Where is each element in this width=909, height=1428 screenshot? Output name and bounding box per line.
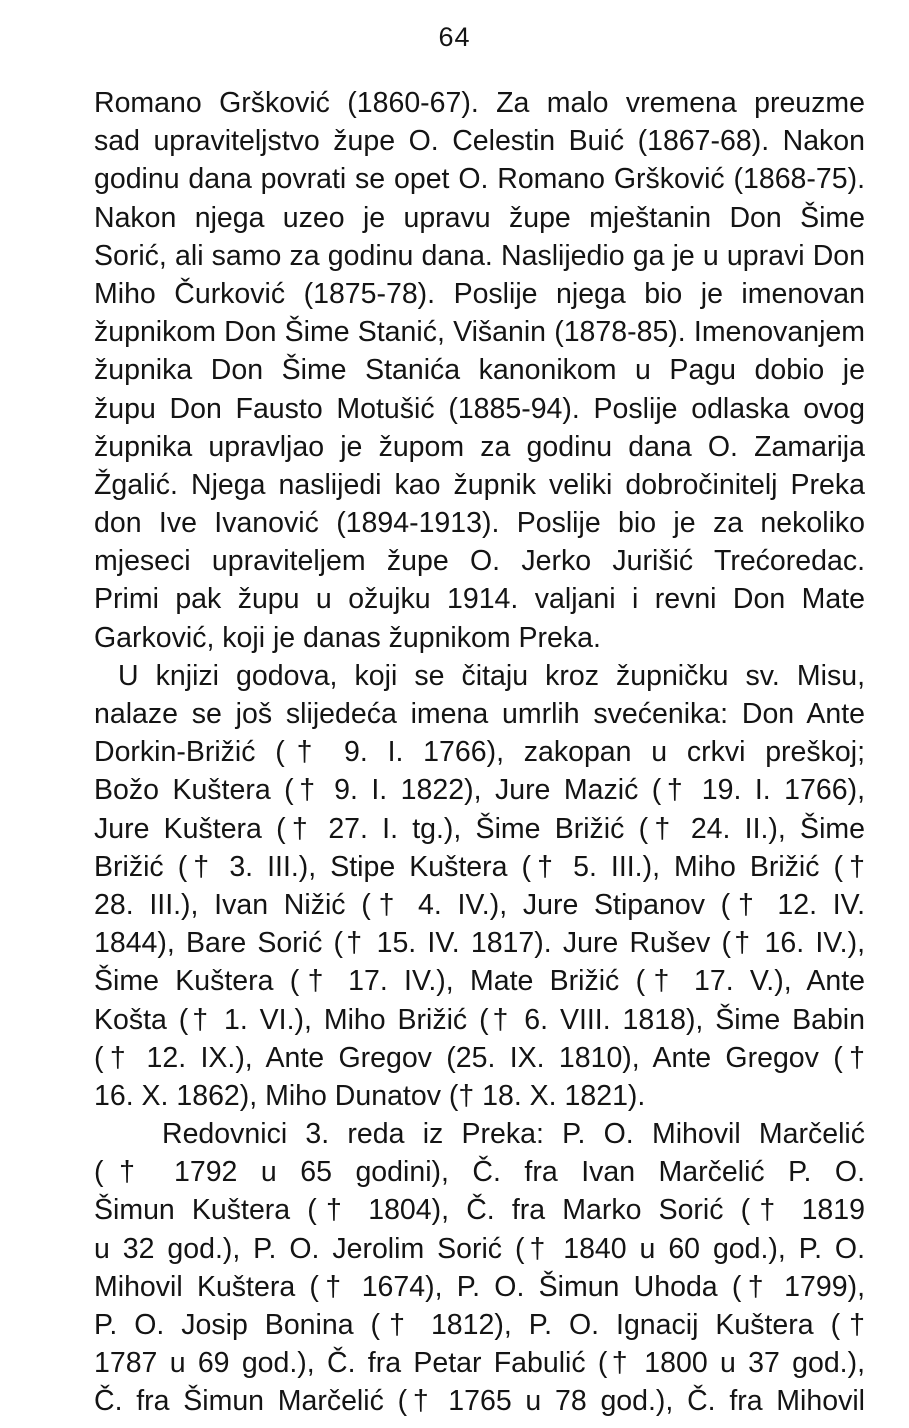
text-line: 1844), Bare Sorić († 15. IV. 1817). Jure Rušev († 16. IV.), (94, 927, 865, 960)
text-line: Miho Čurković (1875-78). Poslije njega bio je imenovan (94, 277, 865, 310)
text-line: župnikom Don Šime Stanić, Višanin (1878-85). Imenovanjem (94, 316, 865, 349)
paragraph-start-line: U knjizi godova, koji se čitaju kroz župničku sv. Misu, (118, 659, 865, 692)
text-line: Košta († 1. VI.), Miho Brižić († 6. VIII. 1818), Šime Babin (94, 1003, 865, 1036)
text-line: mjeseci upraviteljem župe O. Jerko Jurišić Trećoredac. (94, 545, 865, 578)
text-line: Č. fra Šimun Marčelić († 1765 u 78 god.), Č. fra Mihovil (94, 1385, 865, 1418)
body-text (94, 84, 865, 1421)
text-line: don Ive Ivanović (1894-1913). Poslije bio je za nekoliko (94, 507, 865, 540)
text-line: Brižić († 3. III.), Stipe Kuštera († 5. III.), Miho Brižić († (94, 850, 865, 883)
text-line: Mihovil Kuštera († 1674), P. O. Šimun Uhoda († 1799), (94, 1270, 865, 1303)
text-line: Jure Kuštera († 27. I. tg.), Šime Brižić († 24. II.), Šime (94, 812, 865, 845)
text-line: Nakon njega uzeo je upravu župe mještanin Don Šime (94, 201, 865, 234)
text-line: sad upraviteljstvo župe O. Celestin Buić (1867-68). Nakon (94, 125, 865, 158)
text-line: godinu dana povrati se opet O. Romano Gršković (1868-75). (94, 163, 865, 196)
text-line: župnika upravljao je župom za godinu dana O. Zamarija (94, 430, 865, 463)
text-line: P. O. Josip Bonina († 1812), P. O. Ignacij Kuštera († (94, 1309, 865, 1341)
paragraph-end-line: 16. X. 1862), Miho Dunatov († 18. X. 1821). (94, 1079, 646, 1112)
text-line: nalaze se još slijedeća imena umrlih svećenika: Don Ante (94, 698, 865, 730)
text-line: župnika Don Šime Stanića kanonikom u Pagu dobio je (94, 354, 865, 387)
text-line: Primi pak župu u ožujku 1914. valjani i revni Don Mate (94, 583, 865, 616)
text-line: († 12. IX.), Ante Gregov (25. IX. 1810), Ante Gregov († (94, 1041, 865, 1074)
text-line: Šimun Kuštera († 1804), Č. fra Marko Sorić († 1819 (94, 1194, 865, 1227)
text-line: župu Don Fausto Motušić (1885-94). Poslije odlaska ovog (94, 392, 865, 425)
text-line: († 1792 u 65 godini), Č. fra Ivan Marčelić P. O. (94, 1156, 865, 1189)
text-line: Žgalić. Njega naslijedi kao župnik veliki dobročinitelj Preka (94, 468, 865, 501)
text-line: Šime Kuštera († 17. IV.), Mate Brižić († 17. V.), Ante (94, 965, 865, 998)
page-number: 64 (438, 22, 471, 52)
text-line: 28. III.), Ivan Nižić († 4. IV.), Jure Stipanov († 12. IV. (94, 888, 865, 921)
text-line: Božo Kuštera († 9. I. 1822), Jure Mazić († 19. I. 1766), (94, 774, 865, 807)
text-line: Dorkin-Brižić († 9. I. 1766), zakopan u crkvi preškoj; (94, 736, 865, 769)
text-line: u 32 god.), P. O. Jerolim Sorić († 1840 u 60 god.), P. O. (94, 1232, 865, 1265)
text-line: Romano Gršković (1860-67). Za malo vremena preuzme (94, 87, 865, 119)
text-line: 1787 u 69 god.), Č. fra Petar Fabulić († 1800 u 37 god.), (94, 1347, 865, 1380)
text-line: Sorić, ali samo za godinu dana. Naslijedio ga je u upravi Don (94, 239, 865, 272)
paragraph-start-line: Redovnici 3. reda iz Preka: P. O. Mihovil Marčelić (162, 1118, 865, 1151)
paragraph-end-line: Garković, koji je danas župnikom Preka. (94, 621, 601, 654)
